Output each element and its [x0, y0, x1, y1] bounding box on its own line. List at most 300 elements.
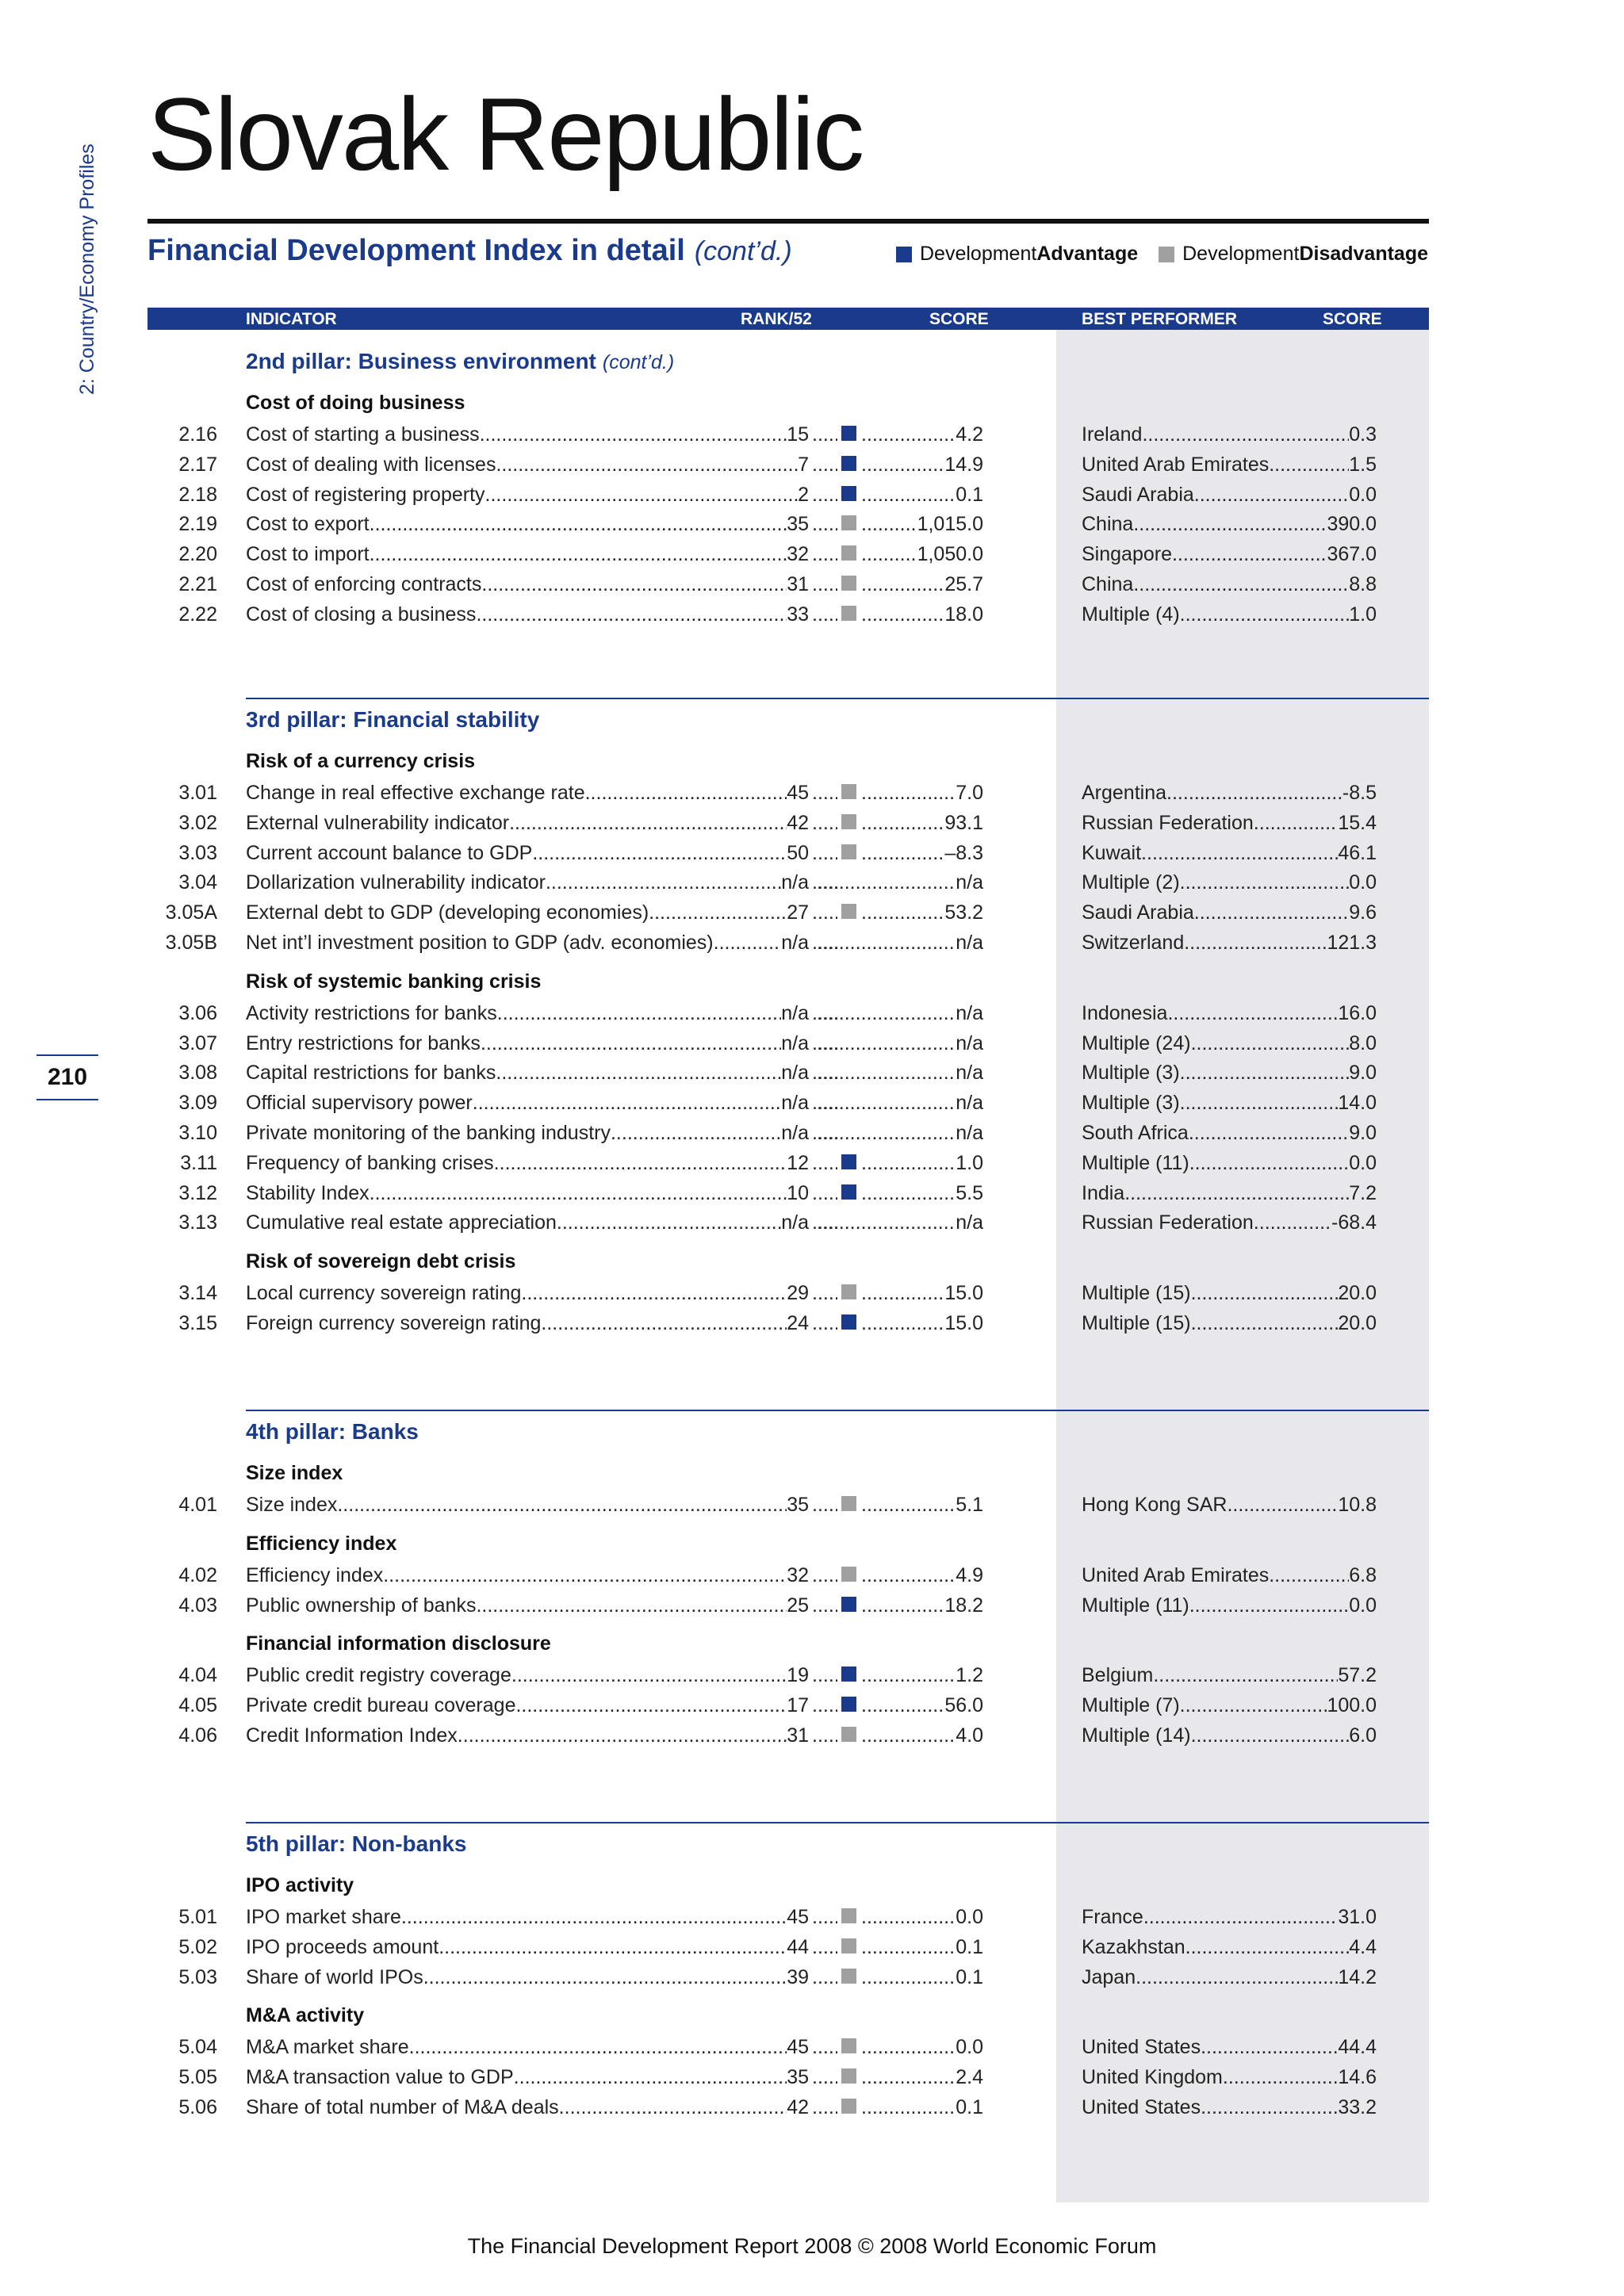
indicator-label: Cost of dealing with licenses — [246, 453, 496, 476]
indicator-score: n/a — [956, 1031, 983, 1054]
best-performer-cell — [1082, 1591, 1377, 1620]
indicator-code: 3.06 — [178, 1001, 217, 1024]
leader-dots — [861, 809, 944, 837]
advantage-swatch-icon — [896, 247, 912, 262]
leader-dots — [861, 779, 956, 807]
leader-dots — [812, 450, 837, 479]
indicator-code: 3.02 — [178, 811, 217, 834]
leader-dots — [1269, 450, 1349, 479]
indicator-score: 5.1 — [956, 1494, 983, 1516]
leader-dots — [1166, 779, 1342, 807]
best-performer-score: -68.4 — [1331, 1211, 1377, 1234]
leader-dots — [861, 1691, 944, 1720]
indicator-code: 4.06 — [178, 1724, 217, 1747]
advantage-marker-icon — [841, 1697, 856, 1712]
best-performer: Japan — [1082, 1965, 1136, 1988]
best-performer-cell — [1082, 1933, 1377, 1961]
leader-dots — [1180, 1691, 1327, 1720]
indicator-rank: n/a — [781, 1062, 809, 1085]
best-performer: Multiple (15) — [1082, 1282, 1191, 1305]
best-performer-cell — [1082, 809, 1377, 837]
best-performer: United Kingdom — [1082, 2066, 1223, 2089]
indicator-rank: 7 — [798, 453, 809, 476]
disadvantage-marker-icon — [841, 2038, 856, 2053]
leader-dots — [1254, 1208, 1331, 1237]
leader-dots — [812, 1721, 837, 1750]
leader-dots — [861, 1963, 956, 1992]
legend-disadvantage-prefix: Development — [1182, 243, 1300, 265]
indicator-row — [246, 999, 809, 1027]
leader-dots — [1189, 1119, 1349, 1147]
leader-dots — [1201, 2033, 1338, 2061]
indicator-code: 2.19 — [178, 513, 217, 536]
best-performer: Russian Federation — [1082, 1211, 1254, 1234]
indicator-row — [246, 1721, 809, 1750]
leader-dots — [812, 1963, 837, 1992]
leader-dots — [714, 928, 782, 957]
indicator-score-cell — [817, 1208, 983, 1237]
leader-dots — [817, 868, 956, 897]
leader-dots — [861, 1661, 956, 1689]
best-performer: Multiple (4) — [1082, 603, 1180, 626]
leader-dots — [812, 1933, 837, 1961]
leader-dots — [861, 1490, 956, 1519]
leader-dots — [861, 600, 944, 629]
best-performer-score: 0.0 — [1349, 1594, 1377, 1617]
pillar-contd: (cont’d.) — [602, 351, 675, 373]
indicator-label: External vulnerability indicator — [246, 811, 510, 834]
indicator-score-cell — [861, 898, 983, 927]
leader-dots — [861, 450, 944, 479]
leader-dots — [861, 1149, 956, 1177]
disadvantage-marker-icon — [841, 1567, 856, 1582]
indicator-label: Cost to import — [246, 543, 370, 566]
indicator-code: 4.02 — [178, 1563, 217, 1586]
leader-dots — [812, 1903, 837, 1931]
best-performer: United States — [1082, 2096, 1201, 2118]
leader-dots — [817, 1208, 956, 1237]
advantage-marker-icon — [841, 1667, 856, 1682]
best-performer-score: 121.3 — [1327, 932, 1377, 954]
best-performer-cell — [1082, 1490, 1377, 1519]
pillar-title: 3rd pillar: Financial stability — [246, 707, 540, 732]
indicator-score: 1,050.0 — [917, 543, 983, 566]
best-performer-score: 9.0 — [1349, 1122, 1377, 1144]
best-performer-score: -8.5 — [1342, 782, 1377, 804]
disadvantage-marker-icon — [841, 606, 856, 621]
best-performer: Multiple (7) — [1082, 1694, 1180, 1717]
indicator-score-cell — [817, 928, 983, 957]
leader-dots — [812, 809, 837, 837]
indicator-score: 0.0 — [956, 2036, 983, 2059]
leader-dots — [861, 1933, 956, 1961]
indicator-label: Local currency sovereign rating — [246, 1282, 522, 1305]
indicator-code: 2.17 — [178, 453, 217, 476]
indicator-score-cell — [861, 2033, 983, 2061]
indicator-score: n/a — [956, 932, 983, 954]
best-performer-cell — [1082, 2093, 1377, 2122]
disadvantage-marker-icon — [841, 844, 856, 859]
side-section-label: 2: Country/Economy Profiles — [76, 144, 98, 395]
best-performer-score: 0.3 — [1349, 423, 1377, 446]
best-performer-score: 44.4 — [1338, 2036, 1377, 2059]
disadvantage-marker-icon — [841, 515, 856, 530]
leader-dots — [481, 1029, 781, 1058]
indicator-score: n/a — [956, 1122, 983, 1144]
indicator-score: 0.1 — [956, 2096, 983, 2118]
indicator-label: Credit Information Index — [246, 1724, 458, 1747]
indicator-rank: 29 — [787, 1282, 809, 1305]
indicator-rank: n/a — [781, 1031, 809, 1054]
leader-dots — [812, 839, 837, 867]
leader-dots — [861, 1721, 956, 1750]
indicator-row — [246, 1149, 809, 1177]
title-rule — [147, 219, 1429, 224]
leader-dots — [817, 928, 956, 957]
indicator-rank: 42 — [787, 811, 809, 834]
leader-dots — [383, 1561, 787, 1590]
indicator-code: 5.01 — [178, 1906, 217, 1928]
indicator-label: Public credit registry coverage — [246, 1664, 511, 1687]
indicator-score: n/a — [956, 1062, 983, 1085]
leader-dots — [649, 898, 787, 927]
leader-dots — [541, 1309, 787, 1337]
indicator-score-cell — [861, 1963, 983, 1992]
best-performer: Argentina — [1082, 782, 1167, 804]
indicator-score-cell — [861, 809, 983, 837]
group-heading: Cost of doing business — [246, 392, 465, 414]
leader-dots — [861, 540, 917, 568]
leader-dots — [1180, 600, 1350, 629]
leader-dots — [861, 839, 944, 867]
leader-dots — [514, 2063, 787, 2091]
indicator-score-cell — [861, 1721, 983, 1750]
leader-dots — [1191, 1279, 1339, 1307]
indicator-rank: n/a — [781, 1122, 809, 1144]
indicator-score: n/a — [956, 1001, 983, 1024]
best-performer: South Africa — [1082, 1122, 1189, 1144]
leader-dots — [812, 1279, 837, 1307]
best-performer: Multiple (24) — [1082, 1031, 1191, 1054]
indicator-label: IPO market share — [246, 1906, 401, 1928]
leader-dots — [1153, 1661, 1338, 1689]
indicator-rank: 24 — [787, 1312, 809, 1334]
indicator-label: Private credit bureau coverage — [246, 1694, 516, 1717]
header-score: SCORE — [929, 310, 989, 328]
indicator-code: 4.01 — [178, 1494, 217, 1516]
indicator-score: 4.0 — [956, 1724, 983, 1747]
group-heading: Financial information disclosure — [246, 1632, 551, 1655]
best-performer-cell — [1082, 2063, 1377, 2091]
leader-dots — [509, 809, 787, 837]
leader-dots — [812, 570, 837, 599]
indicator-score-cell — [861, 2093, 983, 2122]
best-performer-score: 7.2 — [1349, 1181, 1377, 1204]
indicator-score-cell — [861, 540, 983, 568]
leader-dots — [1180, 1058, 1350, 1087]
best-performer: China — [1082, 573, 1134, 595]
leader-dots — [861, 1309, 944, 1337]
leader-dots — [812, 1309, 837, 1337]
best-performer-score: 1.5 — [1349, 453, 1377, 476]
leader-dots — [812, 1661, 837, 1689]
indicator-score: 2.4 — [956, 2066, 983, 2089]
indicator-rank: 44 — [787, 1935, 809, 1958]
leader-dots — [817, 1058, 956, 1087]
leader-dots — [817, 1119, 956, 1147]
indicator-row — [246, 540, 809, 568]
indicator-score: 56.0 — [944, 1694, 983, 1717]
pillar-title: 2nd pillar: Business environment — [246, 349, 596, 373]
leader-dots — [370, 540, 787, 568]
page-title: Slovak Republic — [147, 76, 864, 192]
indicator-score: n/a — [956, 871, 983, 894]
advantage-marker-icon — [841, 1314, 856, 1330]
indicator-code: 3.07 — [178, 1031, 217, 1054]
indicator-score-cell — [861, 480, 983, 509]
indicator-score-cell — [861, 1149, 983, 1177]
leader-dots — [861, 2063, 956, 2091]
best-performer-score: 100.0 — [1327, 1694, 1377, 1717]
indicator-score: 0.1 — [956, 483, 983, 506]
leader-dots — [611, 1119, 781, 1147]
best-performer: Multiple (3) — [1082, 1092, 1180, 1115]
indicator-label: Current account balance to GDP — [246, 841, 533, 864]
leader-dots — [812, 898, 837, 927]
best-performer-score: 8.0 — [1349, 1031, 1377, 1054]
table-header — [147, 308, 1429, 330]
disadvantage-marker-icon — [841, 1938, 856, 1954]
indicator-code: 2.22 — [178, 603, 217, 626]
indicator-row — [246, 1119, 809, 1147]
leader-dots — [497, 999, 781, 1027]
indicator-score-cell — [817, 1058, 983, 1087]
leader-dots — [1180, 1089, 1339, 1117]
indicator-code: 2.21 — [178, 573, 217, 595]
leader-dots — [861, 570, 944, 599]
best-performer-cell — [1082, 2033, 1377, 2061]
indicator-rank: 35 — [787, 1494, 809, 1516]
best-performer: Saudi Arabia — [1082, 483, 1194, 506]
indicator-code: 2.20 — [178, 543, 217, 566]
indicator-score: 18.0 — [944, 603, 983, 626]
leader-dots — [559, 2093, 787, 2122]
best-performer-score: 57.2 — [1338, 1664, 1377, 1687]
indicator-score-cell — [817, 999, 983, 1027]
indicator-label: Private monitoring of the banking industry — [246, 1122, 611, 1144]
leader-dots — [1191, 1721, 1350, 1750]
leader-dots — [439, 1933, 787, 1961]
indicator-code: 5.04 — [178, 2036, 217, 2059]
leader-dots — [812, 2033, 837, 2061]
header-best-score: SCORE — [1323, 310, 1382, 328]
indicator-row — [246, 1058, 809, 1087]
indicator-code: 3.08 — [178, 1062, 217, 1085]
best-performer: France — [1082, 1906, 1143, 1928]
indicator-score: n/a — [956, 1092, 983, 1115]
indicator-score-cell — [861, 510, 983, 538]
section-subtitle — [147, 234, 792, 268]
advantage-marker-icon — [841, 456, 856, 471]
indicator-code: 3.05A — [165, 901, 217, 924]
indicator-row — [246, 570, 809, 599]
leader-dots — [1133, 570, 1349, 599]
leader-dots — [812, 480, 837, 509]
indicator-row — [246, 928, 809, 957]
indicator-code: 5.05 — [178, 2066, 217, 2089]
best-performer: United Arab Emirates — [1082, 453, 1270, 476]
indicator-label: Entry restrictions for banks — [246, 1031, 481, 1054]
indicator-rank: 17 — [787, 1694, 809, 1717]
indicator-row — [246, 2033, 809, 2061]
leader-dots — [861, 420, 956, 449]
indicator-label: Cumulative real estate appreciation — [246, 1211, 557, 1234]
indicator-score-cell — [861, 1591, 983, 1620]
pillar-title: 5th pillar: Non-banks — [246, 1831, 467, 1856]
indicator-score-cell — [817, 1029, 983, 1058]
indicator-score-cell — [861, 600, 983, 629]
best-performer-score: 9.6 — [1349, 901, 1377, 924]
leader-dots — [1133, 510, 1327, 538]
leader-dots — [812, 1149, 837, 1177]
leader-dots — [812, 1561, 837, 1590]
best-performer: Multiple (14) — [1082, 1724, 1191, 1747]
best-performer-score: 14.2 — [1338, 1965, 1377, 1988]
indicator-row — [246, 1661, 809, 1689]
best-performer-score: 4.4 — [1349, 1935, 1377, 1958]
disadvantage-marker-icon — [841, 2068, 856, 2084]
page-number: 210 — [47, 1064, 88, 1090]
indicator-code: 5.03 — [178, 1965, 217, 1988]
indicator-row — [246, 809, 809, 837]
indicator-label: M&A market share — [246, 2036, 409, 2059]
indicator-rank: 42 — [787, 2096, 809, 2118]
leader-dots — [1124, 1179, 1349, 1207]
leader-dots — [817, 1029, 956, 1058]
indicator-code: 5.02 — [178, 1935, 217, 1958]
indicator-row — [246, 1561, 809, 1590]
indicator-row — [246, 898, 809, 927]
indicator-score: 25.7 — [944, 573, 983, 595]
leader-dots — [1141, 839, 1338, 867]
indicator-row — [246, 1691, 809, 1720]
leader-dots — [812, 1179, 837, 1207]
indicator-rank: 39 — [787, 1965, 809, 1988]
indicator-code: 4.05 — [178, 1694, 217, 1717]
leader-dots — [861, 1179, 956, 1207]
best-performer-cell — [1082, 1208, 1377, 1237]
indicator-score-cell — [861, 839, 983, 867]
leader-dots — [480, 420, 787, 449]
best-performer-score: 20.0 — [1338, 1282, 1377, 1305]
indicator-label: Activity restrictions for banks — [246, 1001, 497, 1024]
advantage-marker-icon — [841, 486, 856, 501]
advantage-marker-icon — [841, 1154, 856, 1169]
indicator-row — [246, 1179, 809, 1207]
leader-dots — [861, 1591, 944, 1620]
leader-dots — [423, 1963, 787, 1992]
subtitle-contd: (cont’d.) — [694, 236, 792, 266]
leader-dots — [515, 1691, 787, 1720]
leader-dots — [521, 1279, 787, 1307]
indicator-label: IPO proceeds amount — [246, 1935, 439, 1958]
best-performer-cell — [1082, 1661, 1377, 1689]
leader-dots — [585, 779, 787, 807]
indicator-rank: 32 — [787, 1563, 809, 1586]
leader-dots — [812, 1591, 837, 1620]
indicator-label: Share of total number of M&A deals — [246, 2096, 559, 2118]
legend-advantage-prefix: Development — [920, 243, 1037, 265]
best-performer-score: 390.0 — [1327, 513, 1377, 536]
indicator-label: Cost of enforcing contracts — [246, 573, 482, 595]
indicator-score-cell — [817, 1119, 983, 1147]
indicator-rank: 31 — [787, 1724, 809, 1747]
leader-dots — [337, 1490, 787, 1519]
leader-dots — [511, 1661, 787, 1689]
leader-dots — [481, 570, 787, 599]
best-performer: Russian Federation — [1082, 811, 1254, 834]
indicator-score-cell — [861, 1309, 983, 1337]
subtitle-text: Financial Development Index in detail — [147, 234, 685, 267]
best-performer-cell — [1082, 510, 1377, 538]
leader-dots — [1191, 1309, 1339, 1337]
leader-dots — [1189, 1591, 1350, 1620]
indicator-code: 3.15 — [178, 1312, 217, 1334]
leader-dots — [812, 510, 837, 538]
leader-dots — [812, 1490, 837, 1519]
leader-dots — [1201, 2093, 1338, 2122]
indicator-score: –8.3 — [944, 841, 983, 864]
advantage-marker-icon — [841, 1597, 856, 1612]
best-performer: Multiple (15) — [1082, 1312, 1191, 1334]
best-performer-score: 0.0 — [1349, 483, 1377, 506]
leader-dots — [1142, 420, 1349, 449]
indicator-row — [246, 2063, 809, 2091]
indicator-code: 2.16 — [178, 423, 217, 446]
indicator-label: Net int’l investment position to GDP (adv. economies) — [246, 932, 714, 954]
pillar-heading — [246, 707, 539, 733]
best-performer-cell — [1082, 779, 1377, 807]
leader-dots — [473, 1089, 781, 1117]
indicator-score: 1,015.0 — [917, 513, 983, 536]
indicator-score-cell — [861, 1490, 983, 1519]
indicator-rank: n/a — [781, 1092, 809, 1115]
group-heading: IPO activity — [246, 1874, 354, 1896]
indicator-label: Frequency of banking crises — [246, 1151, 494, 1174]
legend-disadvantage-bold: Disadvantage — [1299, 243, 1428, 265]
best-performer-cell — [1082, 1903, 1377, 1931]
leader-dots — [1184, 928, 1327, 957]
indicator-code: 3.04 — [178, 871, 217, 894]
disadvantage-marker-icon — [841, 1727, 856, 1742]
indicator-label: Efficiency index — [246, 1563, 384, 1586]
leader-dots — [1194, 898, 1349, 927]
indicator-label: Public ownership of banks — [246, 1594, 477, 1617]
legend-advantage-bold: Advantage — [1036, 243, 1139, 265]
best-performer-cell — [1082, 540, 1377, 568]
indicator-code: 3.12 — [178, 1181, 217, 1204]
indicator-score-cell — [861, 1279, 983, 1307]
leader-dots — [485, 480, 799, 509]
best-performer-cell — [1082, 1029, 1377, 1058]
best-performer-score: 6.8 — [1349, 1563, 1377, 1586]
indicator-code: 2.18 — [178, 483, 217, 506]
best-performer: Belgium — [1082, 1664, 1154, 1687]
page-number-rule-bottom — [36, 1099, 98, 1100]
indicator-rank: 33 — [787, 603, 809, 626]
indicator-label: Stability Index — [246, 1181, 370, 1204]
indicator-code: 3.03 — [178, 841, 217, 864]
